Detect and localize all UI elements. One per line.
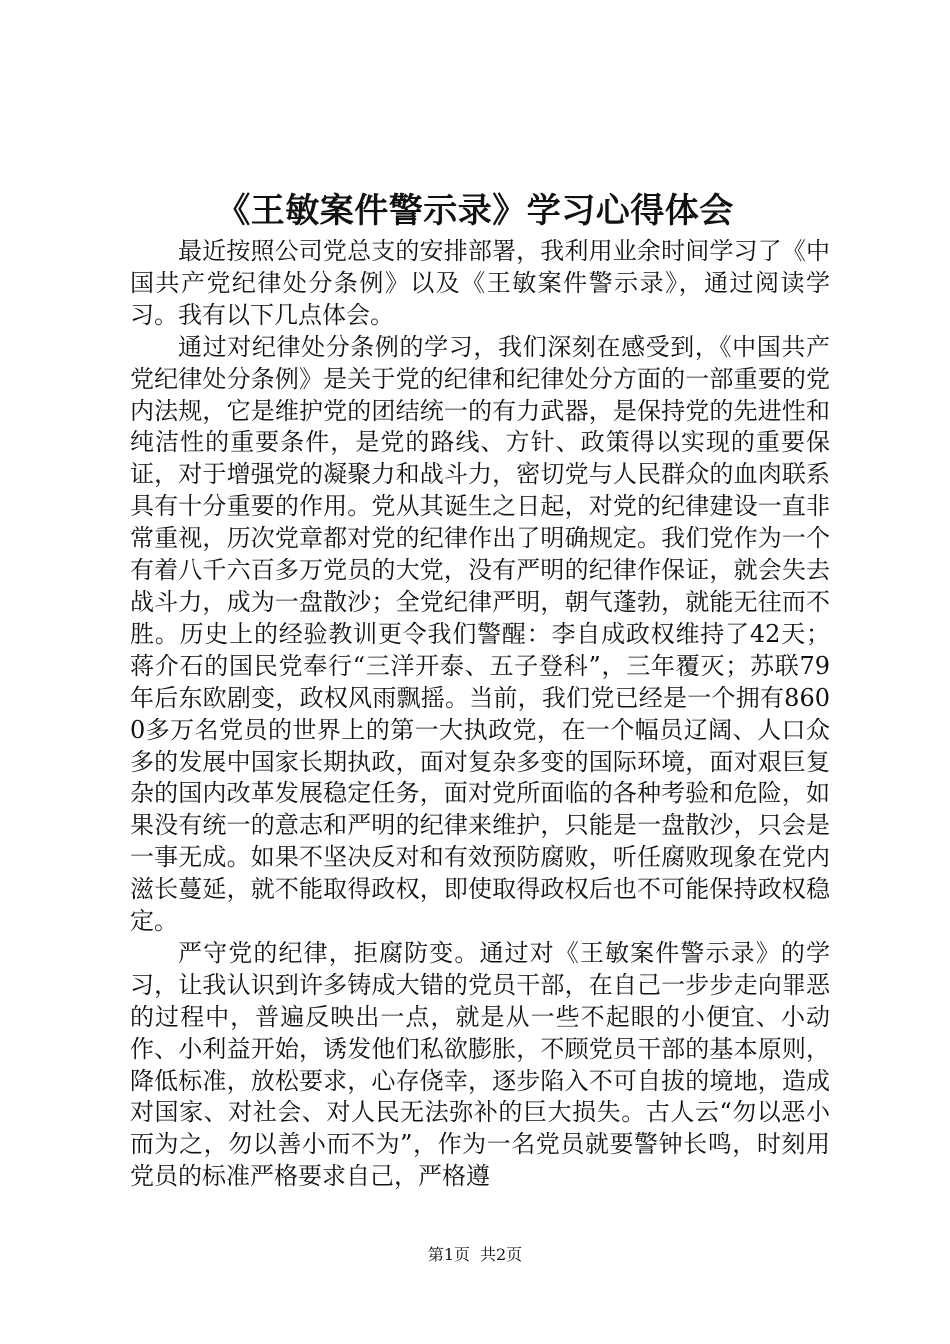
paragraph-discipline-regulations: 通过对纪律处分条例的学习，我们深刻在感受到，《中国共产党纪律处分条例》是关于党的纪律和纪律处分方面的一部重要的党内法规，它是维护党的团结统一的有力武器，是保持党的先进性和纯洁性的重要条件，是党的路线、方针、政策得以实现的重要保证，对于增强党的凝聚力和战斗力，密切党与人民群众的血肉联系具有十分重要的作用。党从其诞生之日起，对党的纪律建设一直非常重视，历次党章都对党的纪律作出了明确规定。我们党作为一个有着八千六百多万党员的大党，没有严明的纪律作保证，就会失去战斗力，成为一盘散沙；全党纪律严明，朝气蓬勃，就能无往而不胜。历史上的经验教训更令我们警醒：李自成政权维持了42天；蒋介石的国民党奉行“三洋开泰、五子登科”，三年覆灭；苏联79年后东欧剧变，政权风雨飘摇。当前，我们党已经是一个拥有8600多万名党员的世界上的第一大执政党，在一个幅员辽阔、人口众多的发展中国家长期执政，面对复杂多变的国际环境，面对艰巨复杂的国内改革发展稳定任务，面对党所面临的各种考验和危险，如果没有统一的意志和严明的纪律来维护，只能是一盘散沙，只会是一事无成。如果不坚决反对和有效预防腐败，听任腐败现象在党内滋长蔓延，就不能取得政权，即使取得政权后也不可能保持政权稳定。 [130,332,830,936]
page-number-total: 共2页 [480,1245,523,1264]
paragraph-anti-corruption: 严守党的纪律，拒腐防变。通过对《王敏案件警示录》的学习，让我认识到许多铸成大错的党员干部，在自己一步步走向罪恶的过程中，普遍反映出一点，就是从一些不起眼的小便宜、小动作、小利益开始，诱发他们私欲膨胀，不顾党员干部的基本原则，降低标准，放松要求，心存侥幸，逐步陷入不可自拔的境地，造成对国家、对社会、对人民无法弥补的巨大损失。古人云“勿以恶小而为之，勿以善小而不为”，作为一名党员就要警钟长鸣，时刻用党员的标准严格要求自己，严格遵 [130,938,830,1191]
page-footer [0,1244,950,1266]
page-number-current: 第1页 [427,1245,470,1264]
document-title: 《王敏案件警示录》学习心得体会 [216,191,734,231]
paragraph-intro: 最近按照公司党总支的安排部署，我利用业余时间学习了《中国共产党纪律处分条例》以及《王敏案件警示录》，通过阅读学习。我有以下几点体会。 [130,237,830,329]
document-body [130,236,830,1193]
